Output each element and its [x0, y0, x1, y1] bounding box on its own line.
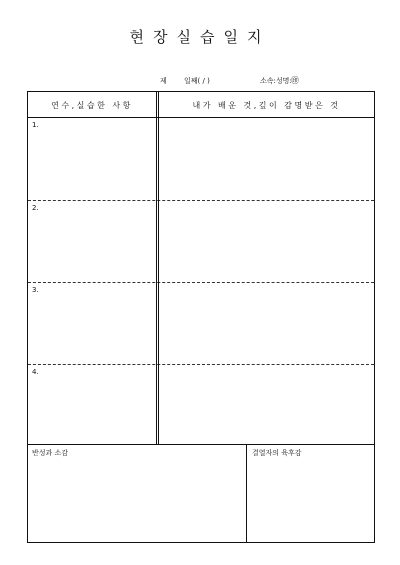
entry-row-4 [28, 365, 374, 444]
reflection-divider [246, 444, 247, 542]
entry-number-4: 4. [32, 368, 39, 376]
column-divider [156, 92, 159, 444]
reflection-table [27, 444, 375, 543]
entry-number-3: 3. [32, 286, 39, 294]
entry-number-2: 2. [32, 204, 39, 212]
day-date-label: 일째( / ) [184, 77, 210, 85]
header-learned-items: 내가 배운 것,깊이 감명받은 것 [192, 101, 341, 110]
page-title: 현장실습일지 [129, 28, 271, 46]
day-prefix: 제 [160, 77, 167, 85]
header-training-items: 연수,실습한 사항 [51, 101, 133, 110]
table-header-row [28, 92, 374, 118]
entry-number-1: 1. [32, 121, 39, 129]
training-log-table [27, 91, 375, 445]
reviewer-comment-label: 결열자의 육후감 [252, 449, 302, 457]
entry-row-2 [28, 201, 374, 283]
seal-mark: ㊞ [291, 76, 299, 85]
entry-row-1 [28, 118, 374, 201]
entry-row-3 [28, 283, 374, 365]
affiliation-name-label: 소속:성명: [260, 77, 292, 85]
reflection-label: 반성과 소감 [32, 449, 69, 457]
